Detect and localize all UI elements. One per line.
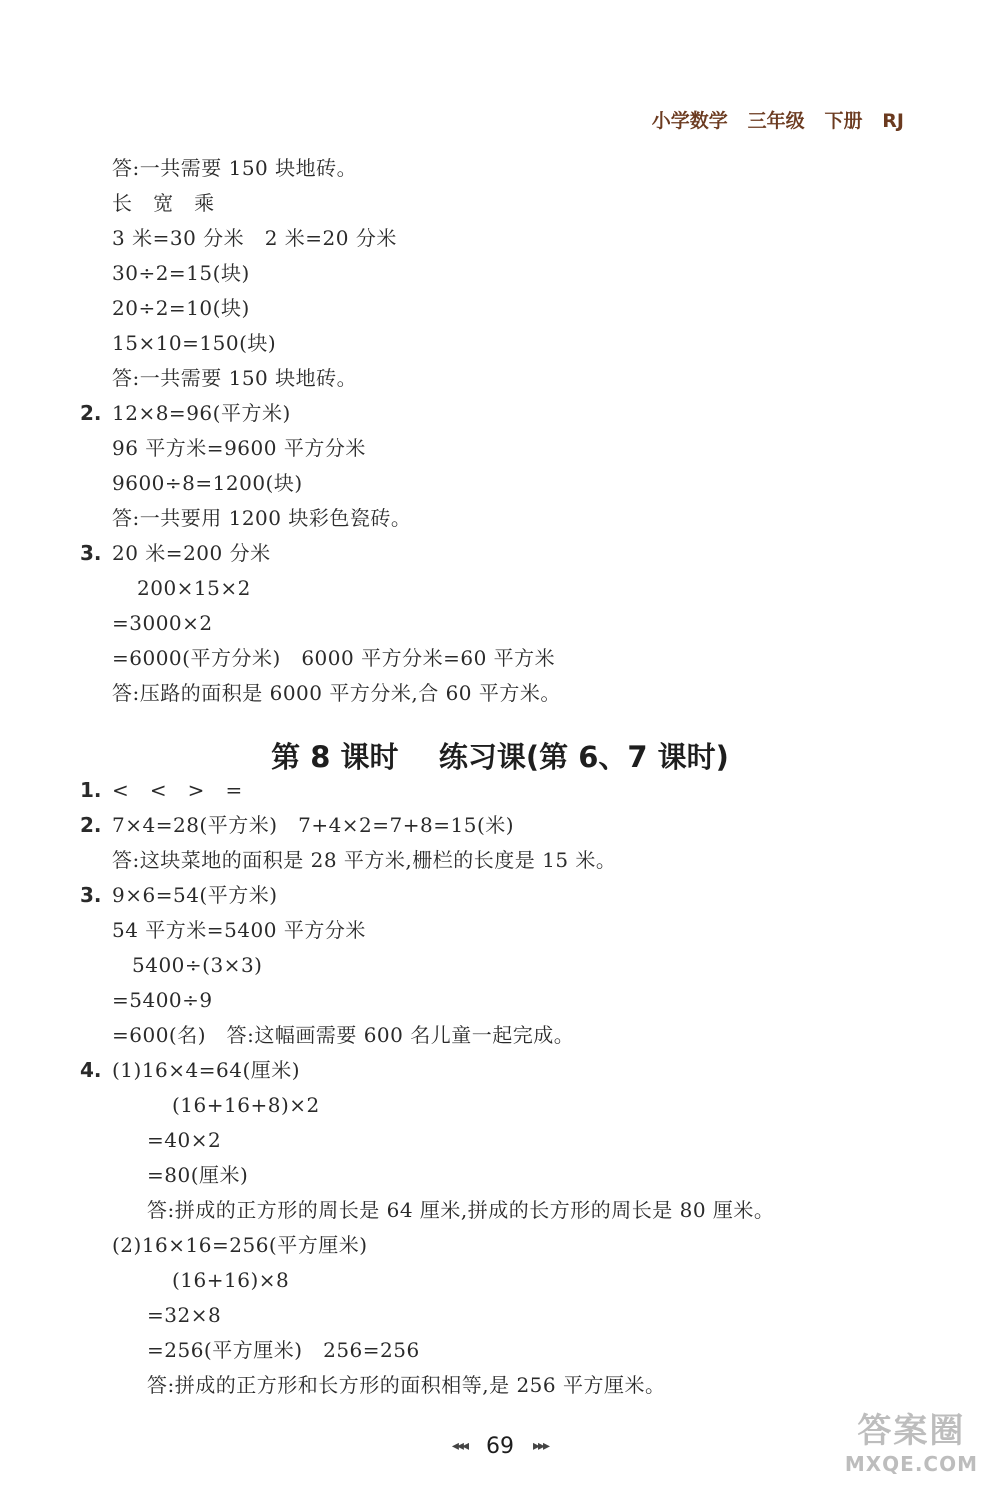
answer-line: (16+16+8)×2 xyxy=(172,1093,320,1117)
answer-line: 54 平方米=5400 平方分米 xyxy=(112,918,366,942)
answer-line: 20 米=200 分米 xyxy=(112,541,271,565)
answer-line: =3000×2 xyxy=(112,611,213,635)
watermark-url: MXQE.COM xyxy=(844,1452,978,1476)
answer-line: 15×10=150(块) xyxy=(112,331,277,355)
lesson-title: 第 8 课时 练习课(第 6、7 课时) xyxy=(271,740,729,774)
answer-line: 200×15×2 xyxy=(137,576,251,600)
answer-line: =80(厘米) xyxy=(147,1163,249,1187)
question-number: 3. xyxy=(80,541,102,565)
answer-line: =32×8 xyxy=(147,1303,222,1327)
answer-line: 96 平方米=9600 平方分米 xyxy=(112,436,366,460)
answer-line: 答:拼成的正方形的周长是 64 厘米,拼成的长方形的周长是 80 厘米。 xyxy=(147,1198,775,1222)
page-number: 69 xyxy=(486,1434,514,1459)
answer-line: < < > = xyxy=(112,778,243,802)
watermark-title: 答案圈 xyxy=(857,1411,966,1451)
answer-line: =600(名) 答:这幅画需要 600 名儿童一起完成。 xyxy=(112,1023,575,1047)
question-number: 3. xyxy=(80,883,102,907)
answer-line: =6000(平方分米) 6000 平方分米=60 平方米 xyxy=(112,646,556,670)
watermark-logo xyxy=(845,1403,978,1476)
question-number: 2. xyxy=(80,813,102,837)
answer-line: 答:这块菜地的面积是 28 平方米,栅栏的长度是 15 米。 xyxy=(112,848,617,872)
answer-line: 30÷2=15(块) xyxy=(112,261,250,285)
answer-line: (1)16×4=64(厘米) xyxy=(112,1058,301,1082)
question-number: 1. xyxy=(80,778,102,802)
answer-line: =5400÷9 xyxy=(112,988,213,1012)
answer-line: 3 米=30 分米 2 米=20 分米 xyxy=(112,226,397,250)
right-arrows-icon: ▸▸▸ xyxy=(533,1438,549,1454)
answer-line: 5400÷(3×3) xyxy=(132,953,263,977)
answer-line: 9600÷8=1200(块) xyxy=(112,471,303,495)
answer-line: 7×4=28(平方米) 7+4×2=7+8=15(米) xyxy=(112,813,515,837)
answer-line: 长 宽 乘 xyxy=(112,191,215,215)
answer-line: 20÷2=10(块) xyxy=(112,296,250,320)
book-header: 小学数学 三年级 下册 RJ xyxy=(651,110,904,132)
answer-line: =256(平方厘米) 256=256 xyxy=(147,1338,420,1362)
answer-line: 答:一共需要 150 块地砖。 xyxy=(112,366,358,390)
answer-line: 答:一共需要 150 块地砖。 xyxy=(112,156,358,180)
answer-line: 答:拼成的正方形和长方形的面积相等,是 256 平方厘米。 xyxy=(147,1373,666,1397)
answer-line: (16+16)×8 xyxy=(172,1268,290,1292)
left-arrows-icon: ◂◂◂ xyxy=(451,1438,467,1454)
answer-line: =40×2 xyxy=(147,1128,222,1152)
answer-line: 答:压路的面积是 6000 平方分米,合 60 平方米。 xyxy=(112,681,561,705)
question-number: 2. xyxy=(80,401,102,425)
question-number: 4. xyxy=(80,1058,102,1082)
answer-line: 答:一共要用 1200 块彩色瓷砖。 xyxy=(112,506,412,530)
answer-line: 9×6=54(平方米) xyxy=(112,883,278,907)
answer-line: (2)16×16=256(平方厘米) xyxy=(112,1233,368,1257)
answer-line: 12×8=96(平方米) xyxy=(112,401,291,425)
